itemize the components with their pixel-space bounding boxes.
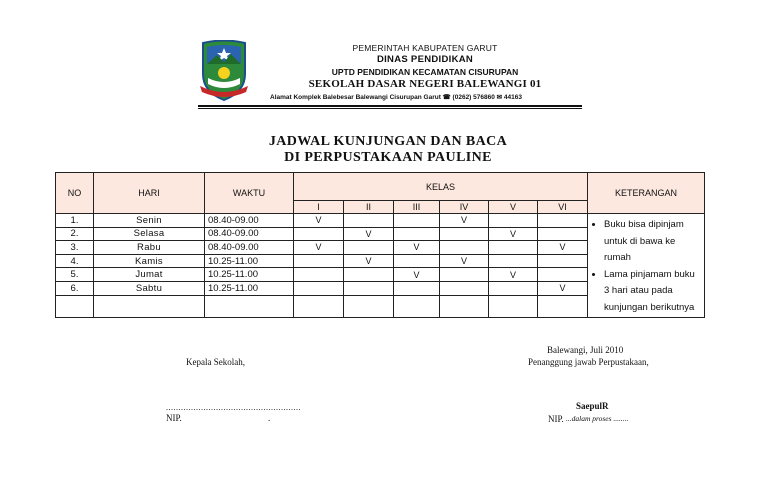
row-kelas-mark bbox=[394, 214, 440, 228]
principal-nip-end: . bbox=[268, 413, 271, 423]
row-no: 1. bbox=[56, 214, 94, 228]
header-kelas-3: III bbox=[394, 201, 440, 214]
empty-cell bbox=[56, 295, 94, 317]
librarian-nip-value: ...dalam proses ........ bbox=[566, 414, 629, 423]
letterhead-school: SEKOLAH DASAR NEGERI BALEWANGI 01 bbox=[308, 78, 542, 90]
letterhead-unit: UPTD PENDIDIKAN KECAMATAN CISURUPAN bbox=[331, 67, 519, 77]
row-kelas-mark bbox=[394, 281, 440, 295]
row-no: 3. bbox=[56, 241, 94, 255]
row-hari: Sabtu bbox=[94, 281, 205, 295]
librarian-title: Penanggung jawab Perpustakaan, bbox=[528, 357, 649, 367]
row-kelas-mark bbox=[344, 281, 394, 295]
row-kelas-mark: V bbox=[294, 214, 344, 228]
row-kelas-mark: V bbox=[344, 254, 394, 268]
librarian-name: SaepulR bbox=[576, 401, 609, 411]
header-hari: HARI bbox=[94, 173, 205, 214]
row-kelas-mark bbox=[294, 268, 344, 282]
place-date: Balewangi, Juli 2010 bbox=[547, 345, 624, 355]
keterangan-item: • Buku bisa dipinjam untuk di bawa ke rumah bbox=[604, 217, 702, 267]
row-kelas-mark: V bbox=[440, 214, 489, 228]
row-kelas-mark bbox=[394, 227, 440, 241]
row-no: 6. bbox=[56, 281, 94, 295]
header-no: NO bbox=[56, 173, 94, 214]
row-kelas-mark bbox=[538, 254, 588, 268]
header-kelas-4: IV bbox=[440, 201, 489, 214]
row-hari: Selasa bbox=[94, 227, 205, 241]
empty-cell bbox=[294, 295, 344, 317]
header-kelas-6: VI bbox=[538, 201, 588, 214]
row-kelas-mark: V bbox=[394, 268, 440, 282]
header-kelas-1: I bbox=[294, 201, 344, 214]
letterhead-address: Alamat Komplek Balebesar Balewangi Cisurupan Garut ☎ (0262) 576860 ✉ 44163 bbox=[270, 94, 522, 101]
row-no: 2. bbox=[56, 227, 94, 241]
letterhead-government: PEMERINTAH KABUPATEN GARUT bbox=[352, 43, 498, 53]
empty-cell bbox=[489, 295, 538, 317]
empty-cell bbox=[94, 295, 205, 317]
school-district-logo bbox=[198, 40, 250, 102]
row-kelas-mark bbox=[440, 268, 489, 282]
row-kelas-mark bbox=[489, 281, 538, 295]
row-waktu: 08.40-09.00 bbox=[205, 214, 294, 228]
principal-nip-label: NIP. bbox=[166, 413, 182, 423]
row-hari: Senin bbox=[94, 214, 205, 228]
header-kelas-2: II bbox=[344, 201, 394, 214]
row-kelas-mark bbox=[440, 241, 489, 255]
keterangan-item: • Lama pinjamam buku 3 hari atau pada kunjungan berikutnya bbox=[604, 267, 702, 317]
row-kelas-mark bbox=[440, 281, 489, 295]
row-kelas-mark bbox=[538, 214, 588, 228]
row-kelas-mark bbox=[294, 254, 344, 268]
header-kelas-5: V bbox=[489, 201, 538, 214]
table-row bbox=[56, 214, 705, 228]
document-subtitle: DI PERPUSTAKAAN PAULINE bbox=[284, 150, 492, 165]
row-kelas-mark: V bbox=[538, 281, 588, 295]
letterhead-rule-thin bbox=[198, 108, 582, 109]
row-kelas-mark bbox=[294, 281, 344, 295]
header-kelas: KELAS bbox=[294, 173, 588, 201]
empty-cell bbox=[344, 295, 394, 317]
empty-cell bbox=[538, 295, 588, 317]
row-kelas-mark bbox=[344, 268, 394, 282]
empty-cell bbox=[440, 295, 489, 317]
row-waktu: 10.25-11.00 bbox=[205, 254, 294, 268]
header-keterangan: KETERANGAN bbox=[588, 173, 705, 214]
row-hari: Jumat bbox=[94, 268, 205, 282]
row-kelas-mark bbox=[538, 268, 588, 282]
row-kelas-mark: V bbox=[538, 241, 588, 255]
row-waktu: 10.25-11.00 bbox=[205, 281, 294, 295]
header-waktu: WAKTU bbox=[205, 173, 294, 214]
row-kelas-mark bbox=[489, 241, 538, 255]
row-kelas-mark: V bbox=[394, 241, 440, 255]
row-kelas-mark bbox=[538, 227, 588, 241]
row-hari: Kamis bbox=[94, 254, 205, 268]
letterhead-rule bbox=[198, 105, 582, 107]
row-kelas-mark bbox=[440, 227, 489, 241]
schedule-table bbox=[55, 172, 705, 318]
row-kelas-mark bbox=[394, 254, 440, 268]
row-kelas-mark bbox=[489, 254, 538, 268]
row-waktu: 08.40-09.00 bbox=[205, 241, 294, 255]
keterangan-cell bbox=[588, 214, 705, 318]
document-title: JADWAL KUNJUNGAN DAN BACA bbox=[268, 134, 508, 149]
row-kelas-mark bbox=[344, 241, 394, 255]
row-kelas-mark bbox=[344, 214, 394, 228]
row-kelas-mark bbox=[489, 214, 538, 228]
row-kelas-mark: V bbox=[489, 268, 538, 282]
letterhead-agency: DINAS PENDIDIKAN bbox=[376, 54, 474, 65]
empty-cell bbox=[394, 295, 440, 317]
principal-signature-line: ...................................................... bbox=[166, 403, 301, 412]
row-waktu: 08.40-09.00 bbox=[205, 227, 294, 241]
empty-cell bbox=[205, 295, 294, 317]
row-waktu: 10.25-11.00 bbox=[205, 268, 294, 282]
row-kelas-mark bbox=[294, 227, 344, 241]
row-hari: Rabu bbox=[94, 241, 205, 255]
row-kelas-mark: V bbox=[294, 241, 344, 255]
row-kelas-mark: V bbox=[344, 227, 394, 241]
row-kelas-mark: V bbox=[489, 227, 538, 241]
principal-title: Kepala Sekolah, bbox=[186, 357, 245, 367]
row-kelas-mark: V bbox=[440, 254, 489, 268]
librarian-nip-label: NIP. bbox=[548, 414, 564, 424]
row-no: 5. bbox=[56, 268, 94, 282]
row-no: 4. bbox=[56, 254, 94, 268]
